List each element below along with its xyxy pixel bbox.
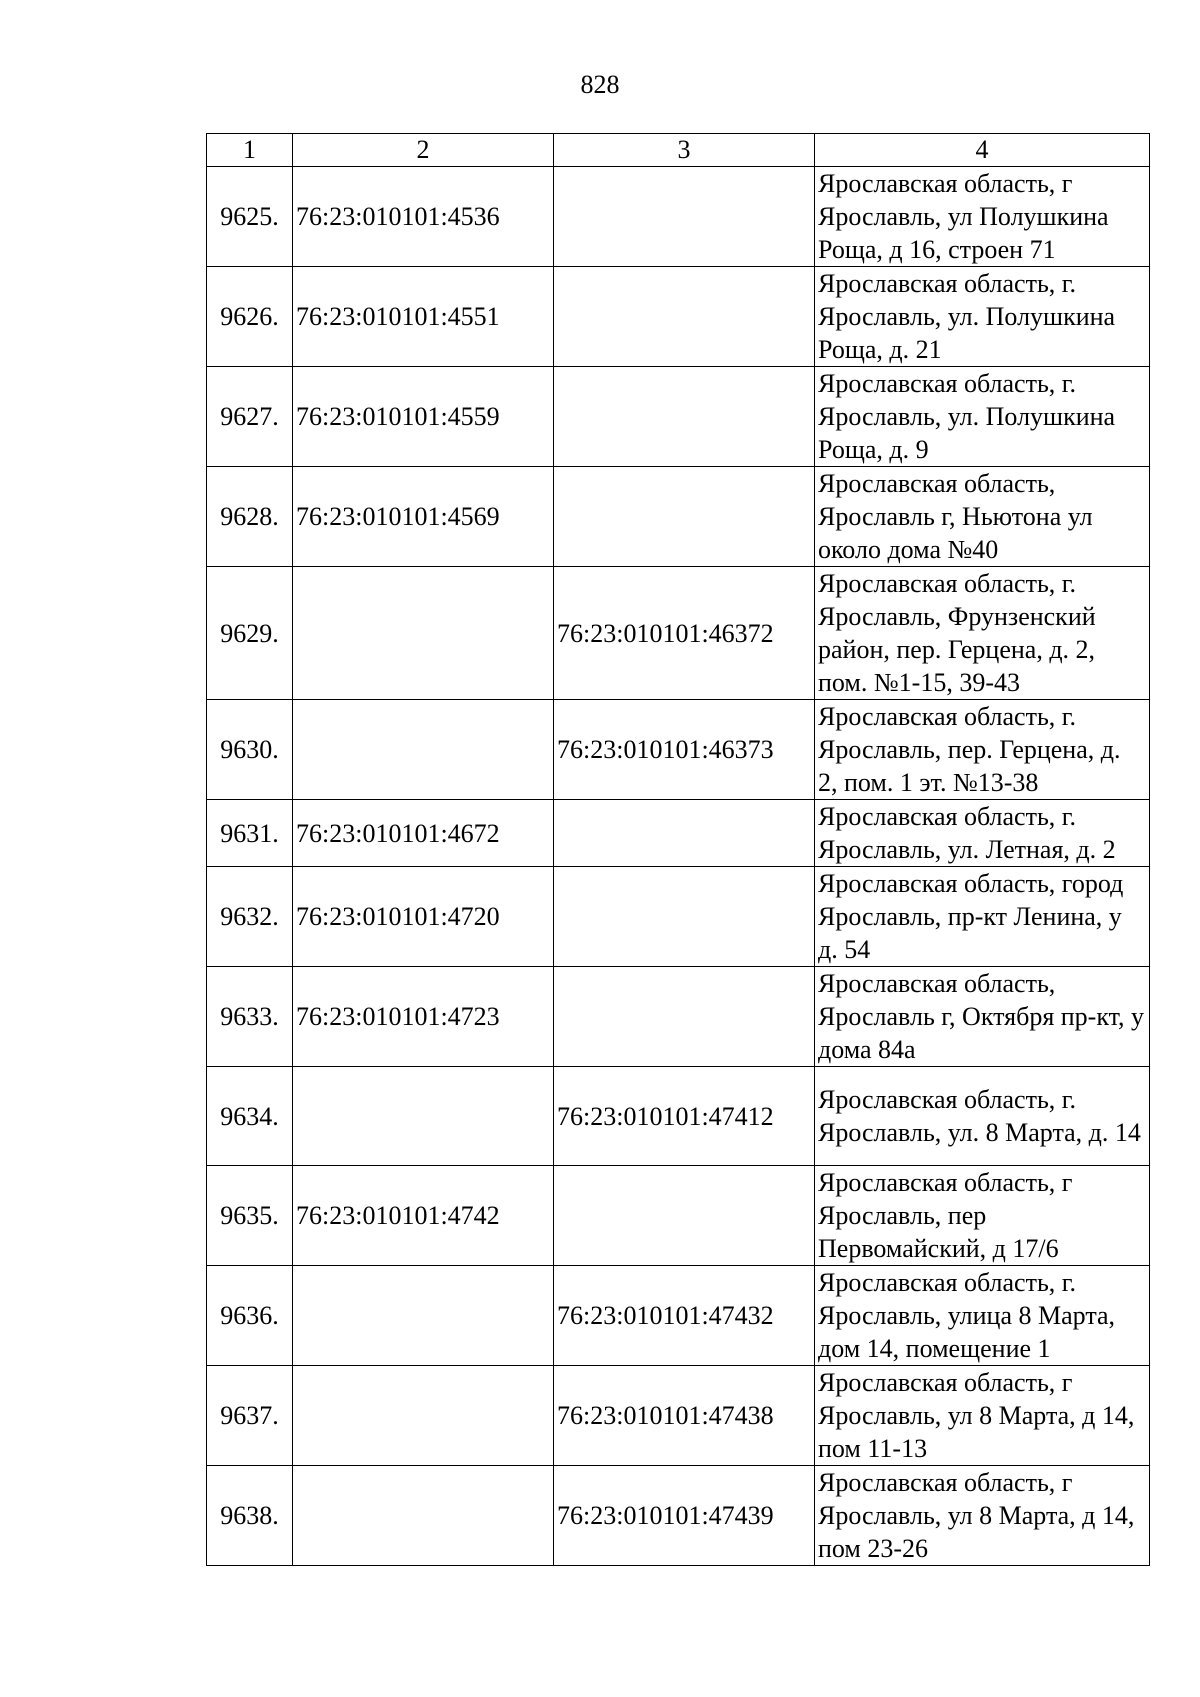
table-row: [207, 1166, 1150, 1266]
row-number: 9627.: [207, 367, 293, 467]
table-row: [207, 700, 1150, 800]
address: Ярославская область, г. Ярославль, ул. Полушкина Роща, д. 21: [815, 267, 1150, 367]
cadastral-number-col2: 76:23:010101:4672: [293, 800, 554, 867]
cadastral-number-col2: 76:23:010101:4723: [293, 967, 554, 1067]
cadastral-number-col2: 76:23:010101:4551: [293, 267, 554, 367]
cadastral-number-col3: [554, 867, 815, 967]
table-row: [207, 467, 1150, 567]
row-number: 9633.: [207, 967, 293, 1067]
cadastral-number-col3: 76:23:010101:47439: [554, 1466, 815, 1566]
table-row: [207, 1466, 1150, 1566]
table-row: [207, 800, 1150, 867]
table-row: [207, 567, 1150, 700]
address: Ярославская область, г. Ярославль, Фрунзенский район, пер. Герцена, д. 2, пом. №1-15, 39-43: [815, 567, 1150, 700]
address: Ярославская область, г. Ярославль, ул. Летная, д. 2: [815, 800, 1150, 867]
cadastral-number-col2: [293, 1266, 554, 1366]
cadastral-number-col2: [293, 1067, 554, 1166]
table-row: [207, 367, 1150, 467]
row-number: 9628.: [207, 467, 293, 567]
cadastral-number-col2: 76:23:010101:4720: [293, 867, 554, 967]
cadastral-number-col3: [554, 800, 815, 867]
cadastral-number-col3: 76:23:010101:47412: [554, 1067, 815, 1166]
address: Ярославская область, г. Ярославль, ул. Полушкина Роща, д. 9: [815, 367, 1150, 467]
cadastral-number-col3: 76:23:010101:47432: [554, 1266, 815, 1366]
address: Ярославская область, г. Ярославль, улица 8 Марта, дом 14, помещение 1: [815, 1266, 1150, 1366]
row-number: 9629.: [207, 567, 293, 700]
address: Ярославская область, Ярославль г, Ньютона ул около дома №40: [815, 467, 1150, 567]
header-cell-2: 2: [293, 134, 554, 167]
row-number: 9631.: [207, 800, 293, 867]
row-number: 9638.: [207, 1466, 293, 1566]
cadastral-number-col3: [554, 367, 815, 467]
header-row: [207, 134, 1150, 167]
cadastral-number-col3: [554, 467, 815, 567]
cadastral-number-col3: [554, 267, 815, 367]
cadastral-number-col3: [554, 967, 815, 1067]
cadastral-number-col3: [554, 167, 815, 267]
address: Ярославская область, Ярославль г, Октября пр-кт, у дома 84а: [815, 967, 1150, 1067]
cadastral-number-col2: 76:23:010101:4569: [293, 467, 554, 567]
address: Ярославская область, г. Ярославль, ул. 8 Марта, д. 14: [815, 1067, 1150, 1166]
header-cell-3: 3: [554, 134, 815, 167]
table-row: [207, 267, 1150, 367]
cadastral-number-col3: 76:23:010101:46373: [554, 700, 815, 800]
row-number: 9635.: [207, 1166, 293, 1266]
row-number: 9625.: [207, 167, 293, 267]
table-row: [207, 1266, 1150, 1366]
row-number: 9636.: [207, 1266, 293, 1366]
address: Ярославская область, г. Ярославль, пер. Герцена, д. 2, пом. 1 эт. №13-38: [815, 700, 1150, 800]
row-number: 9632.: [207, 867, 293, 967]
cadastral-number-col2: [293, 1366, 554, 1466]
row-number: 9634.: [207, 1067, 293, 1166]
cadastral-number-col2: 76:23:010101:4742: [293, 1166, 554, 1266]
cadastral-number-col2: 76:23:010101:4559: [293, 367, 554, 467]
address: Ярославская область, г Ярославль, ул Полушкина Роща, д 16, строен 71: [815, 167, 1150, 267]
row-number: 9637.: [207, 1366, 293, 1466]
address: Ярославская область, г Ярославль, ул 8 Марта, д 14, пом 23-26: [815, 1466, 1150, 1566]
cadastral-number-col3: [554, 1166, 815, 1266]
cadastral-number-col3: 76:23:010101:47438: [554, 1366, 815, 1466]
table-row: [207, 867, 1150, 967]
property-table: [206, 133, 1150, 1566]
table-row: [207, 1366, 1150, 1466]
table-row: [207, 967, 1150, 1067]
address: Ярославская область, город Ярославль, пр-кт Ленина, у д. 54: [815, 867, 1150, 967]
header-cell-1: 1: [207, 134, 293, 167]
cadastral-number-col2: [293, 1466, 554, 1566]
table-row: [207, 1067, 1150, 1166]
address: Ярославская область, г Ярославль, ул 8 Марта, д 14, пом 11-13: [815, 1366, 1150, 1466]
header-cell-4: 4: [815, 134, 1150, 167]
address: Ярославская область, г Ярославль, пер Первомайский, д 17/6: [815, 1166, 1150, 1266]
cadastral-number-col3: 76:23:010101:46372: [554, 567, 815, 700]
page-number: 828: [580, 70, 620, 99]
row-number: 9626.: [207, 267, 293, 367]
cadastral-number-col2: [293, 567, 554, 700]
cadastral-number-col2: [293, 700, 554, 800]
row-number: 9630.: [207, 700, 293, 800]
cadastral-number-col2: 76:23:010101:4536: [293, 167, 554, 267]
table-row: [207, 167, 1150, 267]
